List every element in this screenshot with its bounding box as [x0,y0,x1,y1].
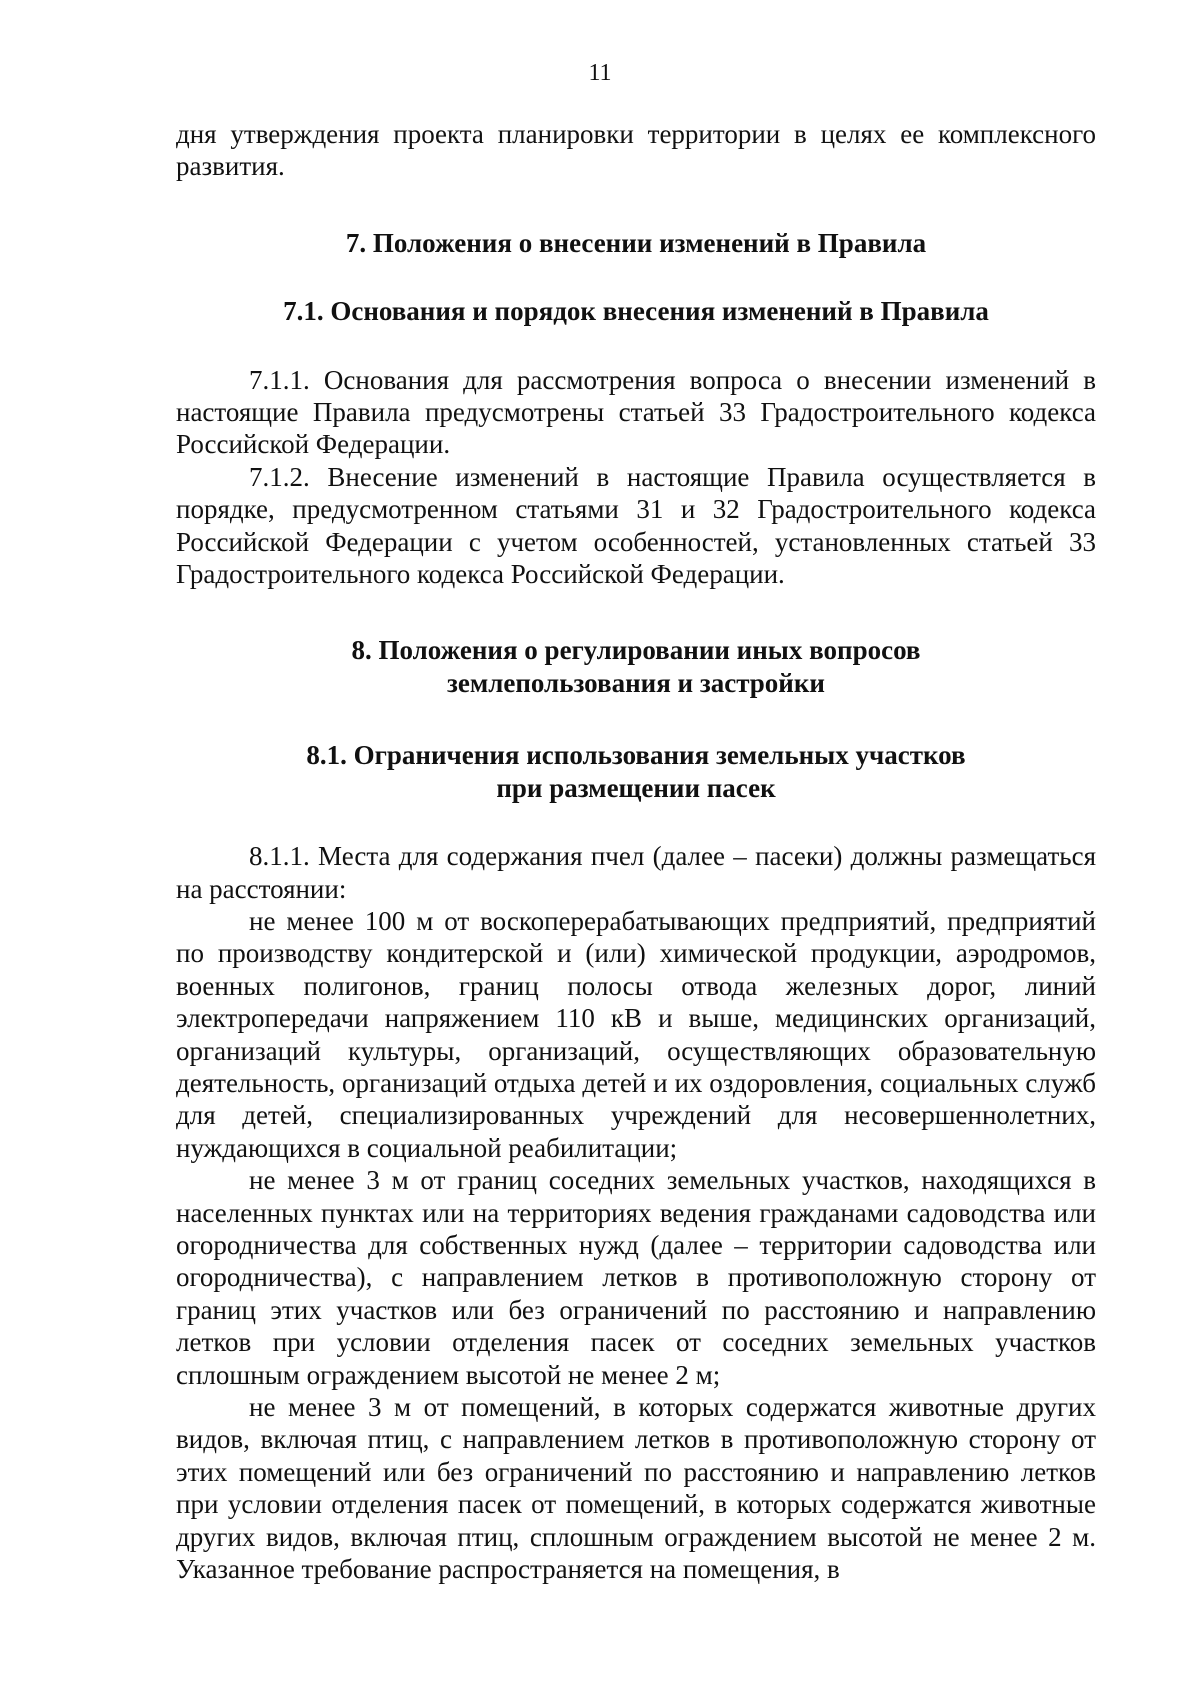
paragraph-7-1-2: 7.1.2. Внесение изменений в настоящие Правила осуществляется в порядке, предусмотренном статьями 31 и 32 Градостроительного кодекса Российской Федерации с учетом особенностей, установленных статьей 33 Градостроительного кодекса Российской Федерации. [176,461,1096,590]
subsection-8-1-heading-line-2: при размещении пасек [496,772,776,803]
paragraph-distance-3m-premises: не менее 3 м от помещений, в которых содержатся животные других видов, включая птиц, с направлением летков в противоположную сторону от этих помещений или без ограничений по расстоянию и направлению летков при условии отделения пасек от помещений, в которых содержатся животные других видов, включая птиц, сплошным ограждением высотой не менее 2 м. Указанное требование распространяется на помещения, в [176,1392,1096,1585]
section-8-heading [176,634,1096,699]
intro-paragraph: дня утверждения проекта планировки территории в целях ее комплексного развития. [176,119,1096,182]
page-number: 11 [588,60,612,86]
paragraph-7-1-1: 7.1.1. Основания для рассмотрения вопроса о внесении изменений в настоящие Правила предусмотрены статьей 33 Градостроительного кодекса Российской Федерации. [176,364,1096,460]
paragraph-8-1-1: 8.1.1. Места для содержания пчел (далее – пасеки) должны размещаться на расстоянии: [176,841,1096,904]
subsection-7-1-heading: 7.1. Основания и порядок внесения изменений в Правила [283,296,989,327]
paragraph-distance-100m: не менее 100 м от воскоперерабатывающих предприятий, предприятий по производству кондитерской и (или) химической продукции, аэродромов, военных полигонов, границ полосы отвода железных дорог, линий электропередачи напряжением 110 кВ и выше, медицинских организаций, организаций культуры, организаций, осуществляющих образовательную деятельность, организаций отдыха детей и их оздоровления, социальных служб для детей, специализированных учреждений для несовершеннолетних, нуждающихся в социальной реабилитации; [176,905,1096,1163]
document-body [176,118,1096,1585]
section-8-heading-line-1: 8. Положения о регулировании иных вопросов [351,635,921,666]
subsection-8-1-heading [176,739,1096,804]
subsection-8-1-heading-line-1: 8.1. Ограничения использования земельных участков [306,740,966,771]
paragraph-distance-3m-plots: не менее 3 м от границ соседних земельных участков, находящихся в населенных пунктах или на территориях ведения гражданами садоводства или огородничества для собственных нужд (далее – территории садоводства или огородничества), с направлением летков в противоположную сторону от границ этих участков или без ограничений по расстоянию и направлению летков при условии отделения пасек от соседних земельных участков сплошным ограждением высотой не менее 2 м; [176,1165,1096,1390]
section-7-heading: 7. Положения о внесении изменений в Правила [345,227,927,258]
section-8-heading-line-2: землепользования и застройки [447,667,825,698]
